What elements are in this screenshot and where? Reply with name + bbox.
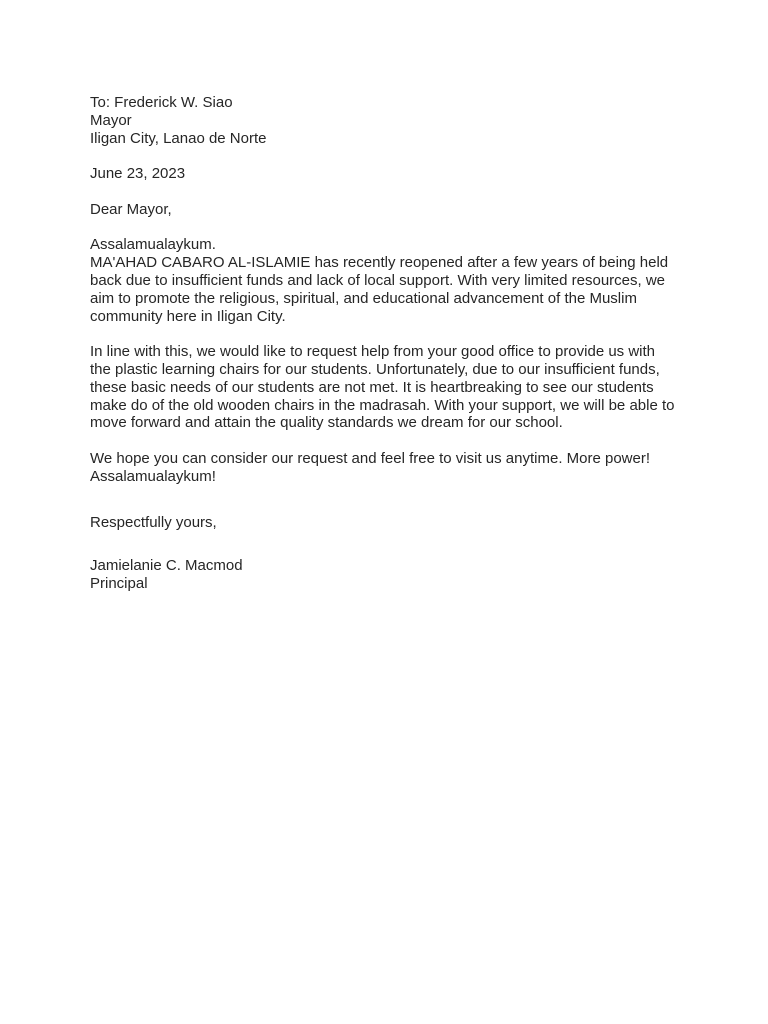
paragraph-1-line: MA'AHAD CABARO AL-ISLAMIE has recently reopened after a few years of being held — [90, 254, 669, 272]
paragraph-3-line: We hope you can consider our request and feel free to visit us anytime. More power! — [90, 449, 651, 467]
paragraph-2-line: make do of the old wooden chairs in the madrasah. With your support, we will be able to — [90, 396, 675, 414]
salutation: Dear Mayor, — [90, 200, 172, 218]
recipient-to-line: To: Frederick W. Siao — [90, 94, 233, 111]
paragraph-2-line: In line with this, we would like to request help from your good office to provide us with — [90, 343, 656, 361]
paragraph-2-line: these basic needs of our students are not met. It is heartbreaking to see our students — [90, 378, 654, 396]
letter-page — [90, 94, 690, 593]
signature-block — [90, 557, 690, 593]
recipient-block — [90, 94, 690, 147]
signatory-position: Principal — [90, 574, 148, 592]
body-greeting: Assalamualaykum. — [90, 236, 216, 254]
paragraph-2 — [90, 343, 690, 432]
paragraph-3 — [90, 450, 690, 486]
paragraph-1-line: back due to insufficient funds and lack of local support. With very limited resources, we — [90, 271, 666, 289]
signatory-name: Jamielanie C. Macmod — [90, 557, 243, 575]
paragraph-1 — [90, 254, 690, 325]
letter-body — [90, 236, 690, 485]
paragraph-2-line: move forward and attain the quality standards we dream for our school. — [90, 414, 563, 432]
recipient-title: Mayor — [90, 111, 132, 129]
paragraph-3-line: Assalamualaykum! — [90, 467, 216, 485]
closing: Respectfully yours, — [90, 513, 217, 531]
paragraph-2-line: the plastic learning chairs for our students. Unfortunately, due to our insufficient funds, — [90, 360, 660, 378]
paragraph-1-line: community here in Iligan City. — [90, 307, 286, 325]
paragraph-1-line: aim to promote the religious, spiritual, and educational advancement of the Muslim — [90, 289, 637, 307]
letter-date: June 23, 2023 — [90, 165, 186, 183]
recipient-location: Iligan City, Lanao de Norte — [90, 129, 267, 147]
